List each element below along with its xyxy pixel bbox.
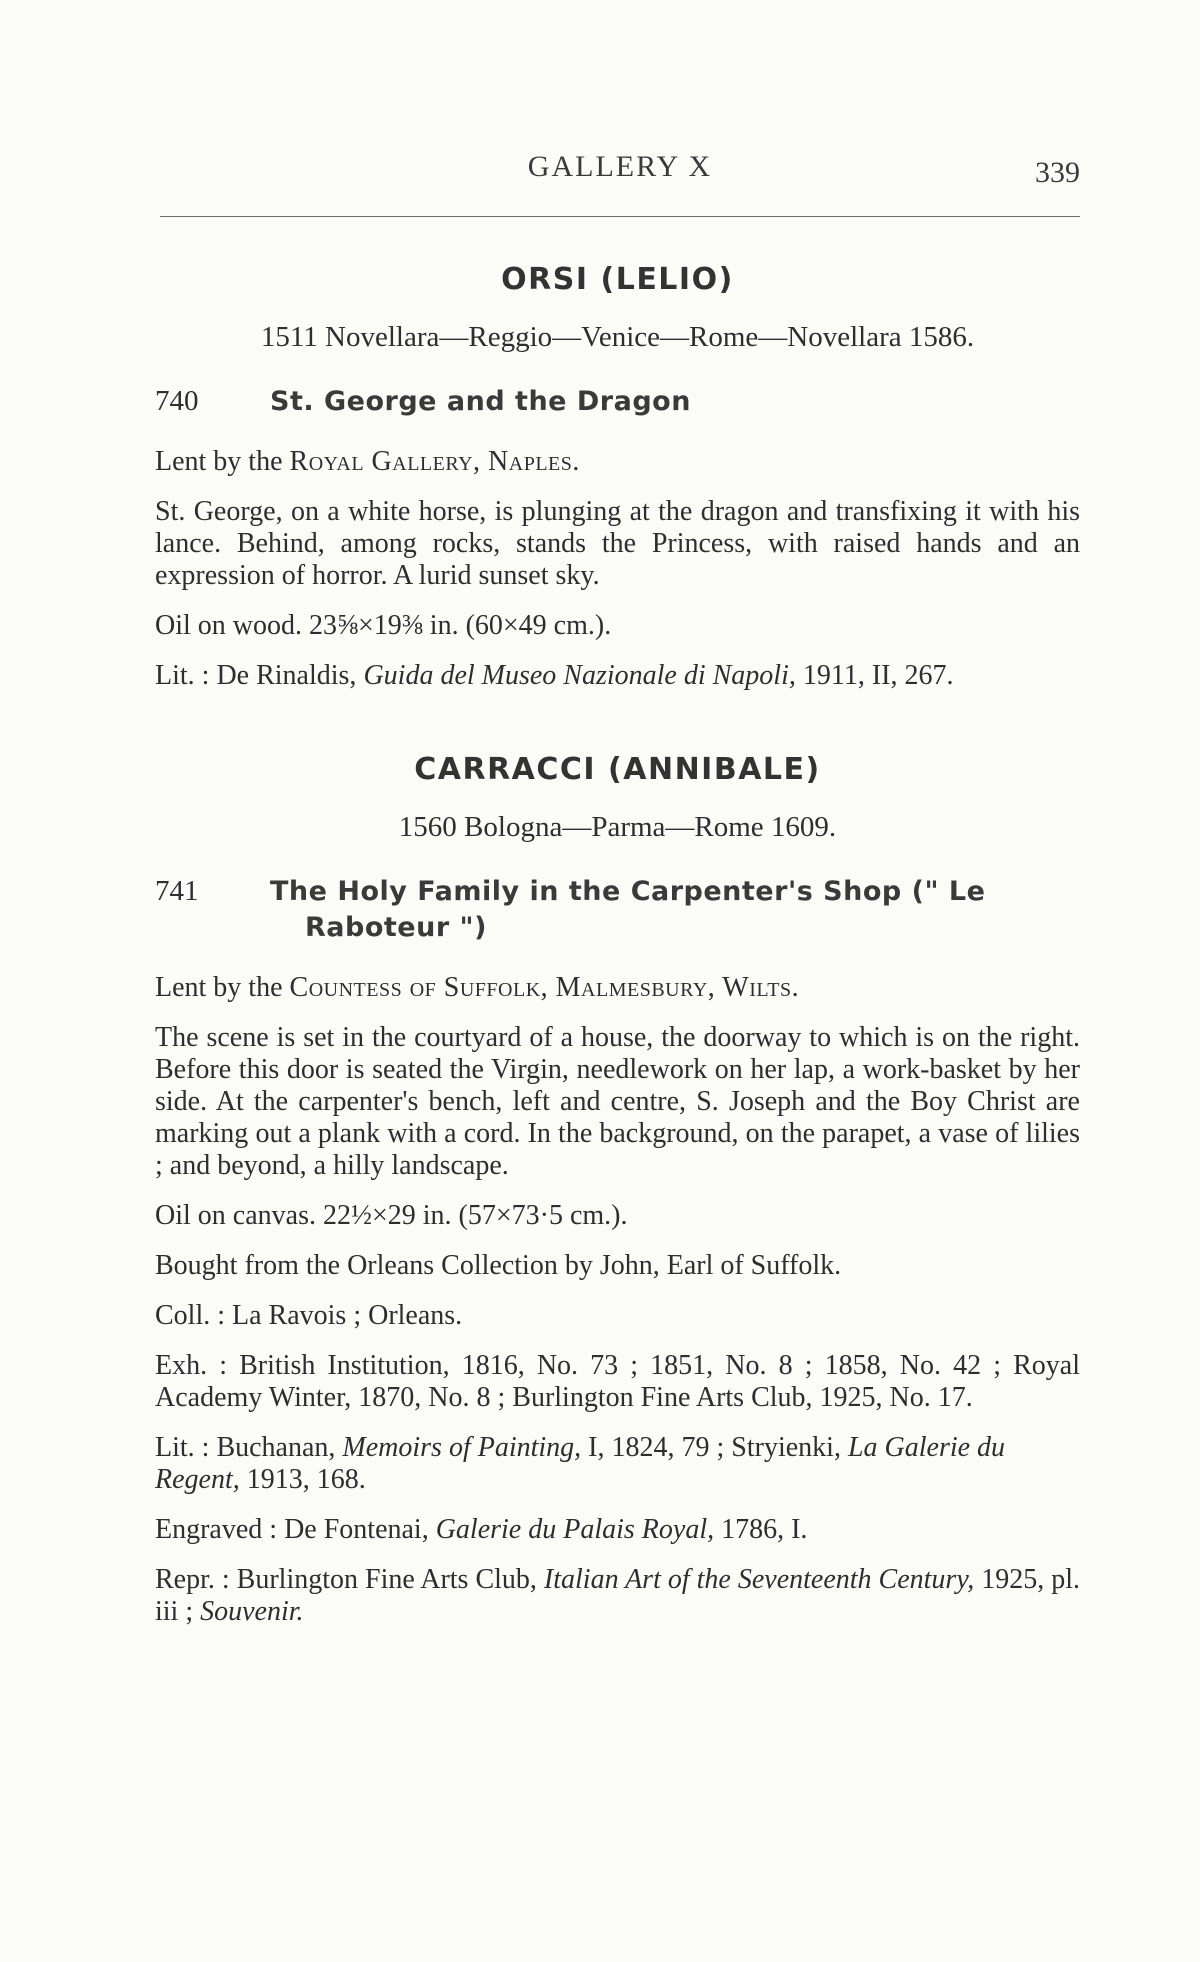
description: St. George, on a white horse, is plunging at the dragon and transfixing it with his lance. Behind, among rocks, stands the Princess, with raised hands and an expression of horror. A lurid sunset sky.	[155, 496, 1080, 591]
literature-work: Guida del Museo Nazionale di Napoli,	[363, 660, 796, 691]
entry-heading	[155, 874, 1080, 946]
lender-name: Countess of Suffolk, Malmesbury, Wilts.	[289, 972, 800, 1003]
provenance: Bought from the Orleans Collection by John, Earl of Suffolk.	[155, 1250, 842, 1281]
page-number: 339	[1035, 156, 1080, 189]
lender: Lent by the Countess of Suffolk, Malmesbury, Wilts.	[155, 972, 800, 1003]
entry-741	[155, 752, 1080, 1628]
repr-work: Italian Art of the Seventeenth Century,	[543, 1564, 975, 1595]
artist-heading: ORSI (LELIO)	[501, 262, 734, 297]
medium-dimensions: Oil on canvas. 22½×29 in. (57×73·5 cm.).	[155, 1200, 628, 1231]
running-head	[160, 150, 1080, 190]
header-rule	[160, 216, 1080, 217]
engraved: Engraved : De Fontenai, Galerie du Palais Royal, 1786, I.	[155, 1514, 808, 1545]
artist-dates: 1511 Novellara—Reggio—Venice—Rome—Novellara 1586.	[260, 321, 975, 353]
literature: Lit. : Buchanan, Memoirs of Painting, I, 1824, 79 ; Stryienki, La Galerie du Regent, 1913, 168.	[155, 1432, 1006, 1495]
repr-work: Souvenir.	[200, 1596, 304, 1627]
catalogue-number: 741	[155, 875, 199, 907]
collections: Coll. : La Ravois ; Orleans.	[155, 1300, 463, 1331]
painting-title: St. George and the Dragon	[270, 386, 691, 417]
entry-740	[155, 262, 1080, 692]
lender-name: Royal Gallery, Naples.	[289, 446, 580, 477]
medium-dimensions: Oil on wood. 23⅝×19⅜ in. (60×49 cm.).	[155, 610, 612, 641]
literature-work: Memoirs of Painting,	[342, 1432, 582, 1463]
entry-heading	[155, 384, 1080, 420]
description: The scene is set in the courtyard of a house, the doorway to which is on the right. Before this door is seated the Virgin, needlework on her lap, a work-basket by her side. At the carpenter's bench, left and centre, S. Joseph and the Boy Christ are marking out a plank with a cord. In the background, on the parapet, a vase of lilies ; and beyond, a hilly landscape.	[155, 1022, 1080, 1181]
reproductions: Repr. : Burlington Fine Arts Club, Italian Art of the Seventeenth Century, 1925, pl. iii ; Souvenir.	[155, 1564, 1080, 1627]
literature: Lit. : De Rinaldis, Guida del Museo Nazionale di Napoli, 1911, II, 267.	[155, 660, 954, 691]
catalogue-number: 740	[155, 385, 199, 417]
lender: Lent by the Royal Gallery, Naples.	[155, 446, 580, 477]
running-title: GALLERY X	[527, 150, 713, 183]
artist-dates: 1560 Bologna—Parma—Rome 1609.	[398, 811, 837, 843]
engraved-work: Galerie du Palais Royal,	[435, 1514, 715, 1545]
exhibitions: Exh. : British Institution, 1816, No. 73 ; 1851, No. 8 ; 1858, No. 42 ; Royal Academy Winter, 1870, No. 8 ; Burlington Fine Arts Club, 1925, No. 17.	[155, 1350, 1080, 1413]
literature-work: La Galerie du Regent,	[155, 1432, 1006, 1495]
page-content	[155, 262, 1080, 1646]
painting-title: The Holy Family in the Carpenter's Shop (" Le Raboteur ")	[270, 876, 986, 943]
artist-heading: CARRACCI (ANNIBALE)	[414, 752, 821, 787]
